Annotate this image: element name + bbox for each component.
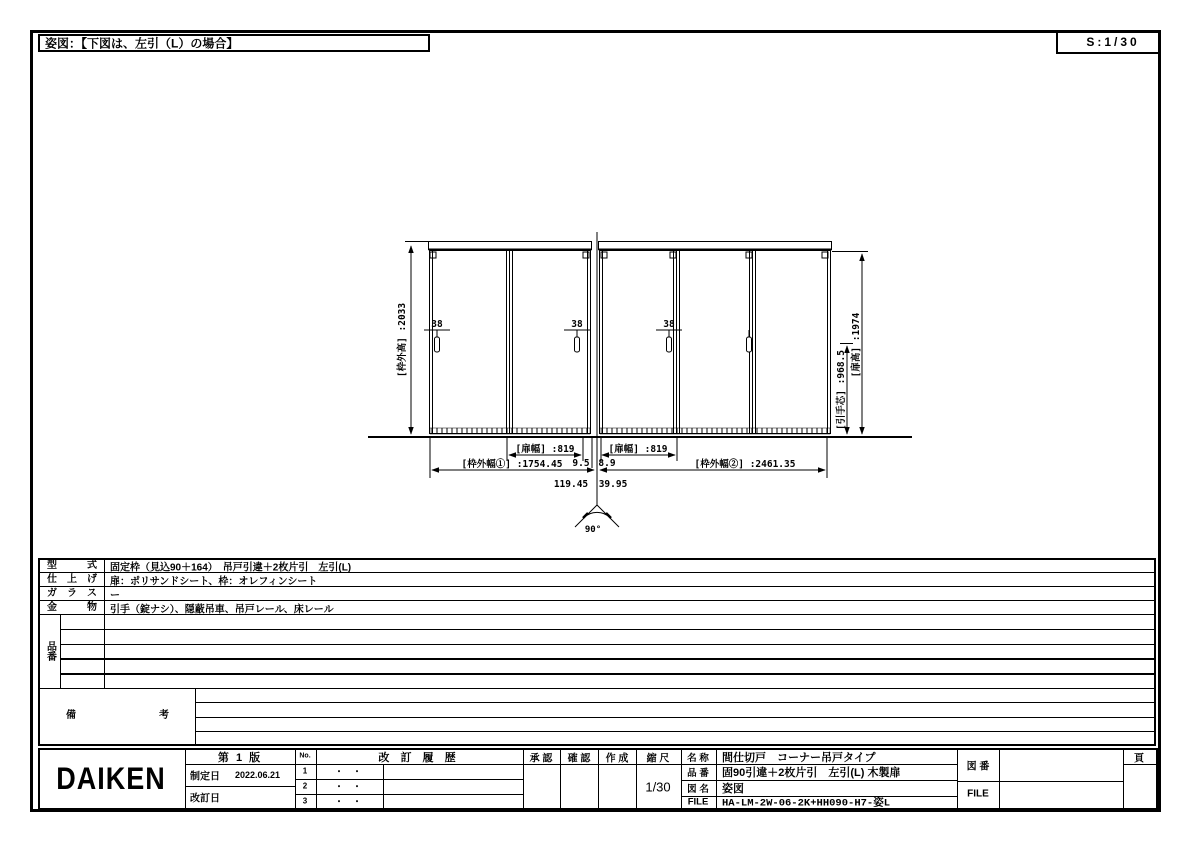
check-header: 確 認 [567, 753, 591, 765]
line [716, 750, 717, 808]
dim-corner-offset-right: 39.95 [598, 479, 628, 490]
line [195, 731, 1154, 732]
spec-row-label: ガ ラ ス [47, 588, 97, 599]
spec-row-value: 固定枠（見込90＋164） 吊戸引違＋2枚片引 左引(L) [110, 562, 352, 574]
revision-date: ・ ・ [334, 781, 362, 792]
dim-handle-height: [引手芯] :968.5 [836, 350, 847, 430]
spec-row-label: 仕 上 げ [47, 574, 97, 585]
spec-row-label: 型 式 [47, 560, 97, 571]
top-rails [429, 242, 832, 250]
view-title: 姿図：【下図は、左引（L）の場合】 [45, 36, 239, 51]
line [383, 764, 384, 808]
line [195, 717, 1154, 718]
line [295, 779, 523, 780]
line [104, 560, 105, 688]
door-panels [430, 251, 831, 434]
product-value: 固90引違＋2枚片引 左引(L) 木製扉 [722, 767, 901, 779]
line [60, 658, 1154, 660]
hanger-blocks [430, 252, 828, 258]
created-header: 作 成 [605, 753, 629, 765]
line [40, 688, 1154, 689]
revision-date: ・ ・ [334, 766, 362, 777]
revised-label: 改訂日 [190, 793, 220, 805]
dim-door-width-right: [扉幅] :819 [608, 444, 668, 455]
drawing-name-label: 図 名 [687, 784, 709, 795]
edition-label: 第 1 版 [217, 752, 263, 764]
dim-door-width-left: [扉幅] :819 [515, 444, 575, 455]
corner-angle-label: 90° [584, 525, 602, 535]
product-label: 品 番 [687, 768, 709, 779]
spec-row-value: 引手（錠ナシ）、隠蔽吊車、吊戸レール、床レール [110, 604, 334, 616]
no-column-header: No. [299, 752, 311, 760]
line [1123, 750, 1124, 808]
dim-frame-width-left: [枠外幅①] :1754.45 [461, 459, 563, 470]
title-block [38, 748, 1158, 810]
line [195, 688, 196, 744]
line [185, 786, 295, 787]
file2-label: FILE [967, 788, 989, 800]
dim-gap-left: 9.5 [572, 458, 590, 469]
corner-angle-symbol [575, 505, 619, 527]
dim-corner-offset-left: 119.45 [553, 479, 589, 490]
revision-no: 2 [302, 781, 308, 791]
extension-lines [405, 242, 868, 479]
dim-frame-width-right: [枠外幅②] :2461.35 [694, 459, 796, 470]
revision-date: ・ ・ [334, 796, 362, 807]
spec-hinban-label: 品番 [44, 641, 56, 661]
line [185, 750, 186, 808]
line [999, 750, 1000, 808]
handle-width-label-3: 38 [663, 319, 675, 330]
dim-gap-right: 8.9 [598, 458, 616, 469]
spec-bikou-label: 備 考 [66, 710, 169, 721]
dim-door-height: [扉高] :1974 [851, 312, 862, 378]
line [1123, 764, 1156, 765]
spec-table [38, 558, 1156, 746]
drawing-name-value: 姿図 [722, 783, 744, 795]
enacted-label: 制定日 [190, 771, 220, 783]
page-label: 頁 [1134, 753, 1144, 764]
revision-no: 3 [302, 796, 308, 806]
daiken-logo: DAIKEN [56, 761, 166, 796]
line [60, 629, 1154, 630]
enacted-date: 2022.06.21 [235, 770, 281, 780]
name-label: 名 称 [687, 753, 709, 764]
line [957, 781, 1123, 782]
scale-header: 縮 尺 [646, 753, 670, 765]
line [60, 614, 61, 688]
line [523, 750, 524, 808]
spec-row-value: 扉：ポリサンドシート、枠：オレフィンシート [110, 576, 318, 588]
dim-frame-height: [枠外高] :2033 [397, 302, 408, 378]
spec-row-label: 金 物 [47, 602, 97, 613]
line [636, 750, 637, 808]
spec-row-value: ー [110, 590, 120, 602]
handle-width-label-1: 38 [431, 319, 443, 330]
line [957, 750, 958, 808]
line [195, 702, 1154, 703]
approval-header: 承 認 [529, 753, 553, 765]
scale-note: S:1/30 [1086, 35, 1140, 49]
line [681, 750, 682, 808]
line [60, 644, 1154, 645]
line [560, 750, 561, 808]
line [598, 750, 599, 808]
name-value: 間仕切戸 コーナー吊戸タイプ [722, 752, 876, 764]
revision-no: 1 [302, 766, 308, 776]
line [295, 794, 523, 795]
bottom-rail-hatch [430, 428, 830, 434]
drawing-no-label: 図 番 [966, 761, 990, 773]
line [60, 673, 1154, 675]
revision-history-header: 改 訂 履 歴 [378, 752, 460, 764]
scale-value: 1/30 [645, 779, 671, 795]
handle-width-label-2: 38 [571, 319, 583, 330]
file-value: HA-LM-2W-06-2K+HH090-H7-姿L [722, 797, 891, 810]
file-label: FILE [687, 796, 709, 808]
